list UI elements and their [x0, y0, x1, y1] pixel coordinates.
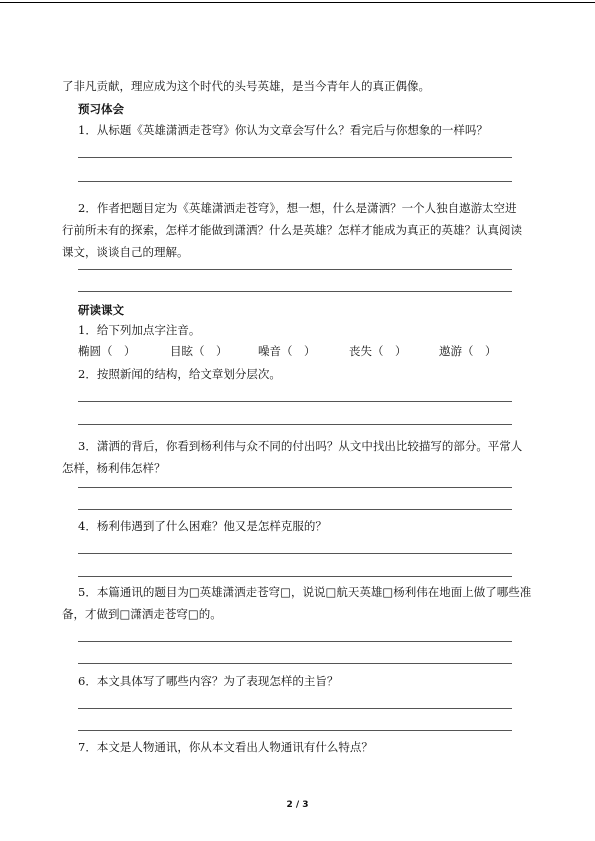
question-2-line-2: 行前所未有的探索，怎样才能做到潇洒？什么是英雄？怎样才能成为真正的英雄？认真阅读 [62, 223, 522, 237]
question-6: 6．本文具体写了哪些内容？为了表现怎样的主旨？ [78, 674, 339, 688]
answer-line[interactable] [78, 157, 512, 158]
page-number: 2 / 3 [286, 800, 309, 810]
question-1-preview: 1．从标题《英雄潇洒走苍穹》你认为文章会写什么？看完后与你想象的一样吗？ [78, 123, 488, 137]
answer-line[interactable] [78, 269, 512, 270]
section-heading-preview: 预习体会 [78, 102, 124, 116]
answer-line[interactable] [78, 401, 512, 402]
question-2-structure: 2．按照新闻的结构，给文章划分层次。 [78, 367, 281, 381]
answer-line[interactable] [78, 730, 512, 731]
pinyin-item[interactable]: 噪音（ ） [258, 344, 316, 358]
question-1-pinyin: 1．给下列加点字注音。 [78, 323, 201, 337]
question-4: 4．杨利伟遇到了什么困难？他又是怎样克服的？ [78, 519, 327, 533]
question-3-line-2: 怎样，杨利伟怎样？ [62, 461, 166, 475]
answer-line[interactable] [78, 487, 512, 488]
answer-line[interactable] [78, 181, 512, 182]
question-3-line-1: 3．潇洒的背后，你看到杨利伟与众不同的付出吗？从文中找出比较描写的部分。平常人 [78, 439, 523, 453]
question-5-line-1: 5．本篇通讯的题目为□英雄潇洒走苍穹□，说说□航天英雄□杨利伟在地面上做了哪些准 [78, 585, 532, 599]
pinyin-item[interactable]: 目眩（ ） [170, 344, 228, 358]
pinyin-item[interactable]: 椭圆（ ） [78, 344, 136, 358]
question-7: 7．本文是人物通讯，你从本文看出人物通讯有什么特点？ [78, 740, 373, 754]
pinyin-item[interactable]: 丧失（ ） [349, 344, 407, 358]
answer-line[interactable] [78, 424, 512, 425]
pinyin-item[interactable]: 遨游（ ） [439, 344, 497, 358]
question-2-line-3: 课文，谈谈自己的理解。 [62, 245, 189, 259]
answer-line[interactable] [78, 708, 512, 709]
answer-line[interactable] [78, 291, 512, 292]
answer-line[interactable] [78, 663, 512, 664]
answer-line[interactable] [78, 576, 512, 577]
intro-paragraph-tail: 了非凡贡献，理应成为这个时代的头号英雄，是当今青年人的真正偶像。 [62, 79, 430, 93]
section-heading-study: 研读课文 [78, 303, 124, 317]
answer-line[interactable] [78, 641, 512, 642]
answer-line[interactable] [78, 509, 512, 510]
question-5-line-2: 备，才做到□潇洒走苍穹□的。 [62, 607, 222, 621]
answer-line[interactable] [78, 553, 512, 554]
question-2-line-1: 2．作者把题目定为《英雄潇洒走苍穹》，想一想，什么是潇洒？一个人独自遨游太空进 [78, 201, 517, 215]
header-rule [0, 2, 595, 3]
